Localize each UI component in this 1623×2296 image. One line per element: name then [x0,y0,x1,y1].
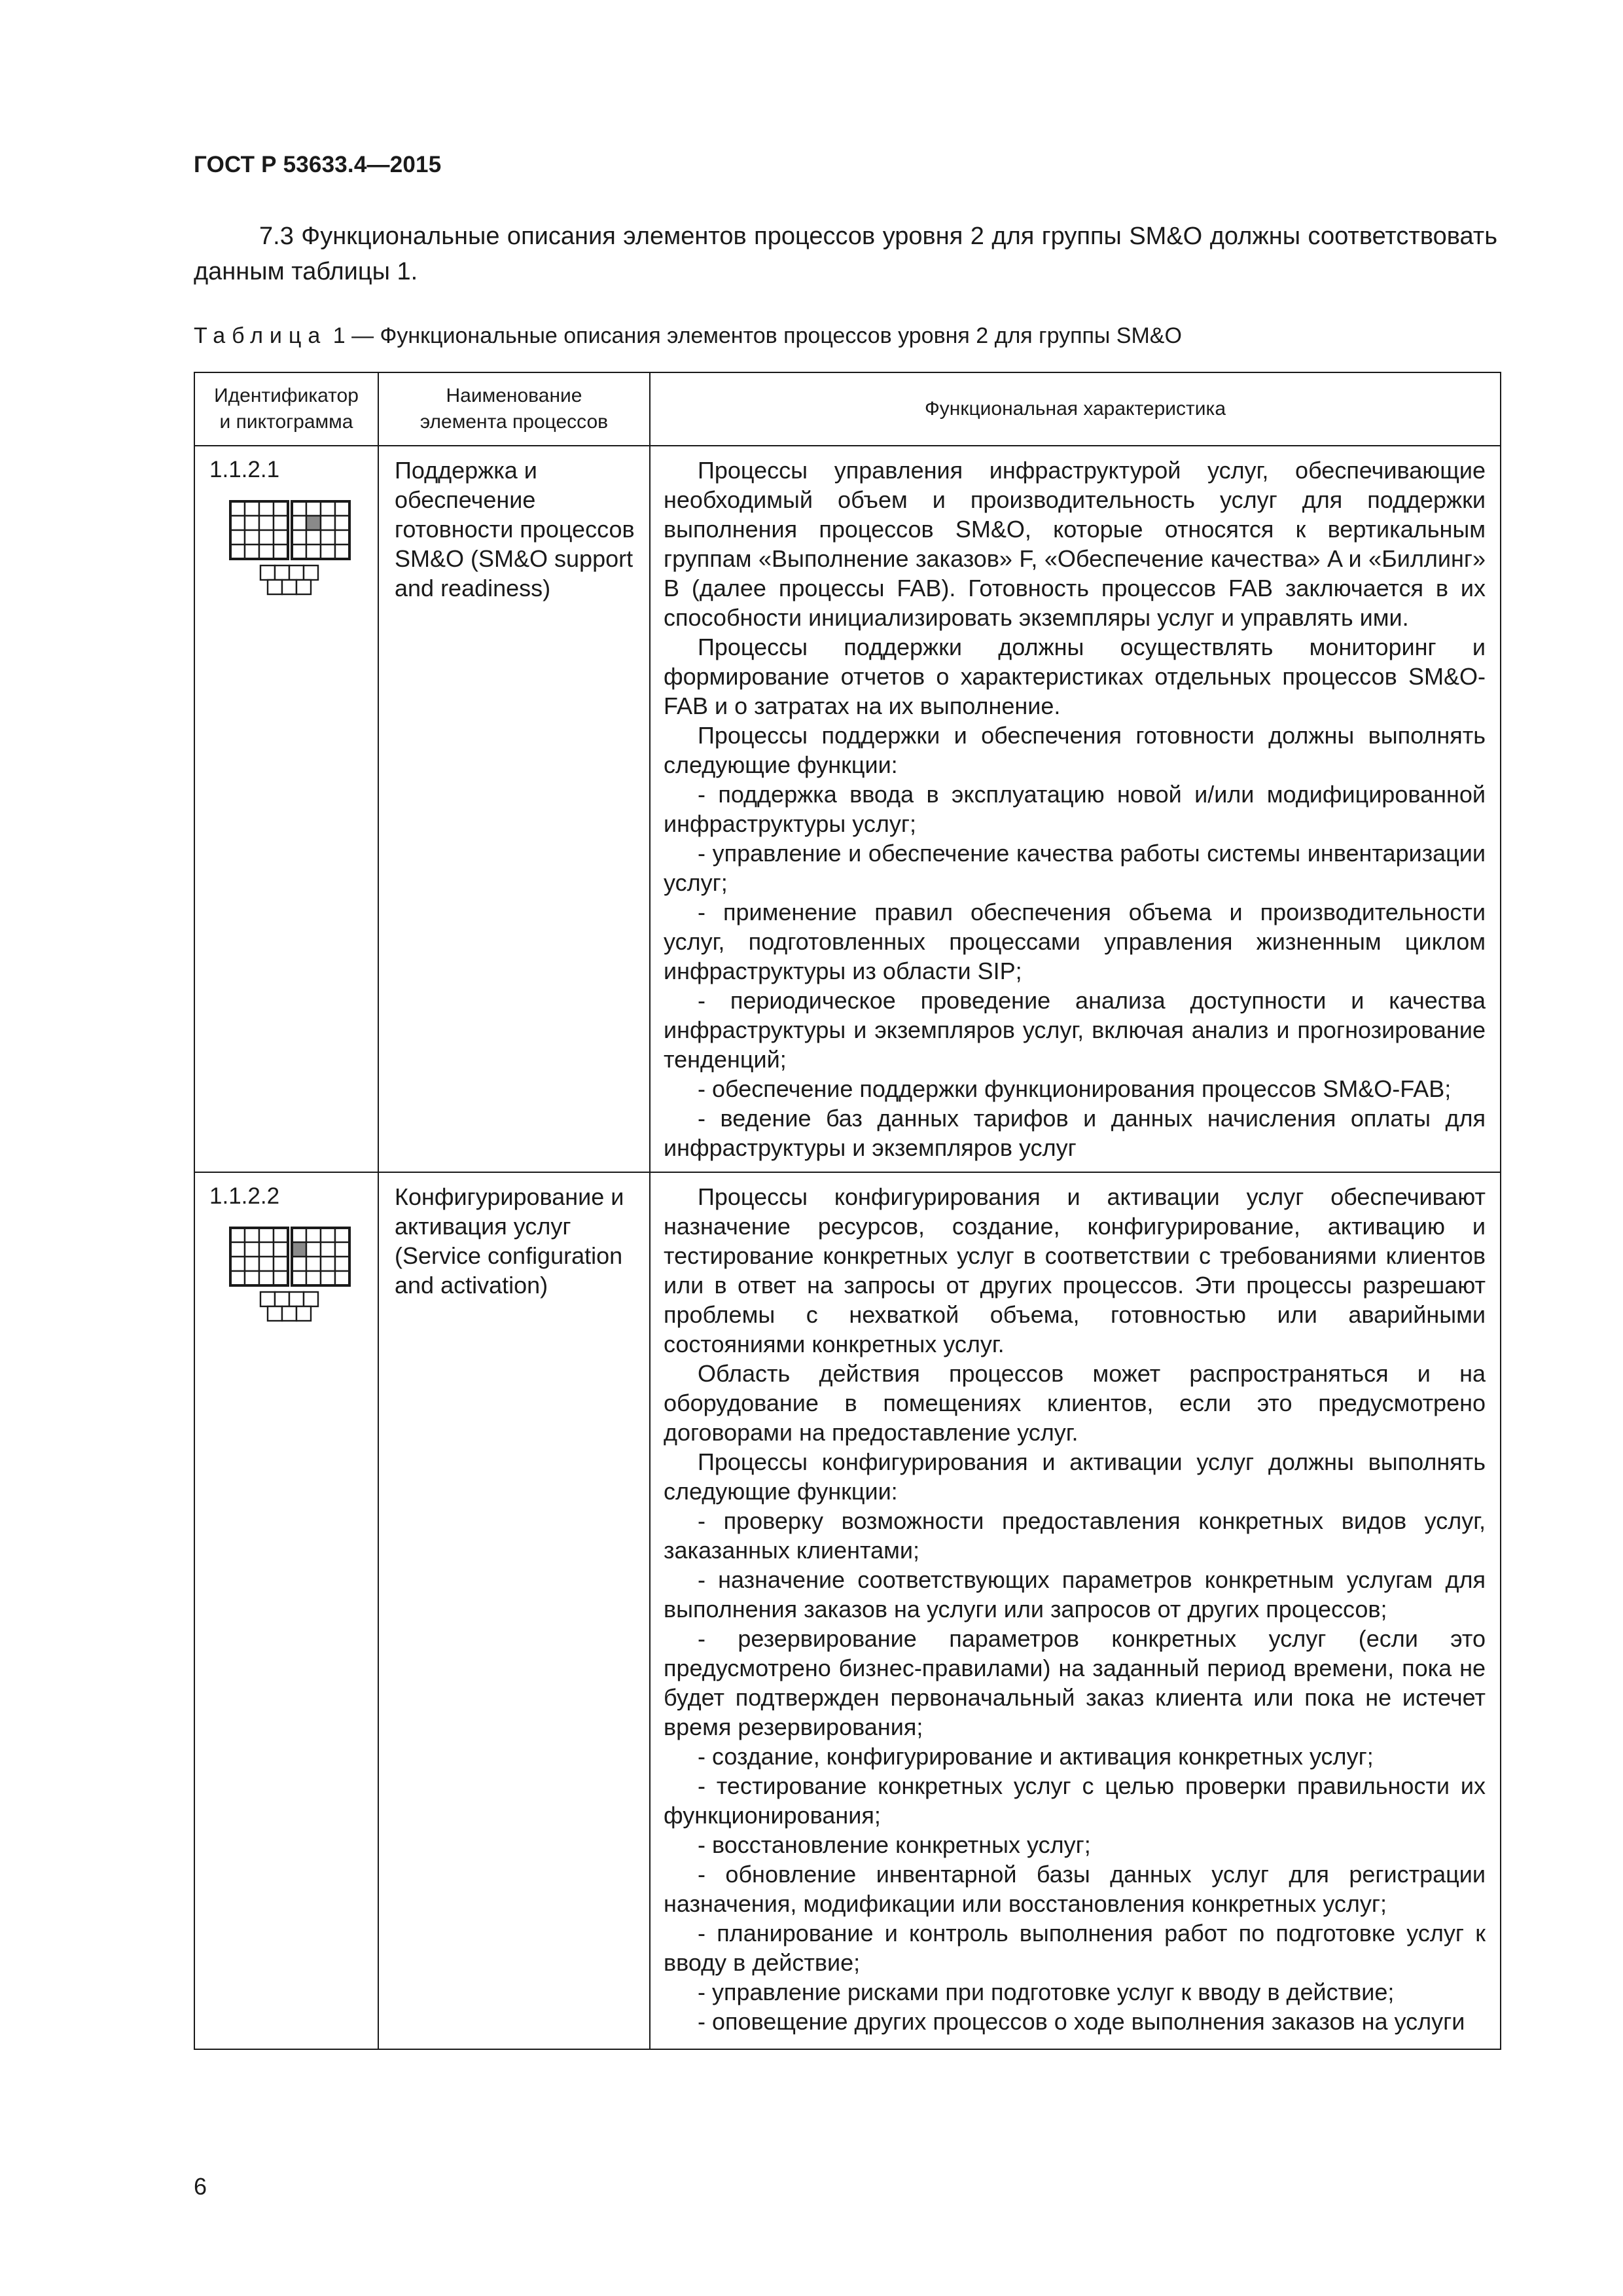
header-description: Функциональная характеристика [650,372,1501,446]
grid-cell [292,516,306,530]
grid-cell [268,1306,282,1321]
grid-cell [245,545,259,559]
grid-cell [230,545,245,559]
document-code: ГОСТ Р 53633.4—2015 [194,152,442,177]
row-description [650,446,1501,1172]
grid-cell [245,1242,259,1257]
row-id-cell [194,1172,378,2049]
header-name: Наименование элемента процессов [378,372,650,446]
grid-cell [259,530,274,545]
row-id: 1.1.2.1 [209,457,280,482]
grid-cell [259,1271,274,1285]
grid-cell [292,530,306,545]
grid-cell [289,565,304,580]
grid-cell [335,1257,349,1271]
description-bullet: - обновление инвентарной базы данных услуг для регистрации назначения, модификации или восстановления конкретных услуг; [664,1861,1486,1917]
table-caption [194,323,1503,349]
grid-cell [230,1257,245,1271]
grid-cell [275,1292,289,1306]
row-name: Конфигурирование и активация услуг (Service configuration and activation) [378,1172,650,2049]
grid-cell [260,565,275,580]
grid-cell [335,501,349,516]
table-row [194,446,1501,1172]
grid-cell [296,580,311,594]
grid-cell [230,530,245,545]
page-number: 6 [194,2173,207,2200]
description-bullet: - планирование и контроль выполнения работ по подготовке услуг к вводу в действие; [664,1920,1486,1976]
grid-cell [289,1292,304,1306]
description-paragraph: Процессы поддержки и обеспечения готовности должны выполнять следующие функции: [664,722,1486,778]
caption-text: 1 — Функциональные описания элементов процессов уровня 2 для группы SM&O [327,323,1182,348]
grid-cell [282,1306,296,1321]
description-bullet: - обеспечение поддержки функционирования процессов SM&O-FAB; [698,1075,1452,1102]
description-bullet: - оповещение других процессов о ходе выполнения заказов на услуги [698,2008,1465,2035]
description-paragraph: Область действия процессов может распространяться и на оборудование в помещениях клиентов, если это предусмотрено договорами на предоставление услуг. [664,1360,1486,1446]
description-paragraph: Процессы поддержки должны осуществлять мониторинг и формирование отчетов о характеристиках отдельных процессов SM&O-FAB и о затратах на их выполнение. [664,634,1486,719]
grid-cell [245,501,259,516]
grid-cell [275,565,289,580]
grid-cell [321,1271,335,1285]
grid-cell [292,501,306,516]
grid-cell [268,580,282,594]
table-header-row [194,372,1501,446]
grid-cell-highlighted [292,1242,306,1257]
row-id-cell [194,446,378,1172]
grid-cell [259,1228,274,1242]
row-description [650,1172,1501,2049]
grid-cell [335,1228,349,1242]
row-name: Поддержка и обеспечение готовности процессов SM&O (SM&O support and readiness) [378,446,650,1172]
grid-cell [321,1228,335,1242]
description-paragraph: Процессы конфигурирования и активации услуг обеспечивают назначение ресурсов, создание, конфигурирование, активацию и тестирование конкретных услуг в соответствии с требованиями клиентов или в ответ на запросы от других процессов. Эти процессы разрешают проблемы с нехваткой объема, готовностью или аварийными состояниями конкретных услуг. [664,1183,1486,1357]
process-table [194,372,1501,2050]
grid-cell [230,1228,245,1242]
grid-cell [274,545,288,559]
grid-cell [321,501,335,516]
grid-cell [245,1257,259,1271]
grid-cell [335,516,349,530]
grid-cell [259,1242,274,1257]
description-bullet: - тестирование конкретных услуг с целью проверки правильности их функционирования; [664,1772,1486,1829]
grid-cell [245,1271,259,1285]
grid-cell [274,516,288,530]
process-grid-pictogram-icon [229,1227,366,1351]
grid-cell [304,565,318,580]
grid-cell [306,530,321,545]
description-bullet: - управление рисками при подготовке услуг к вводу в действие; [698,1979,1395,2005]
grid-cell [306,1271,321,1285]
grid-cell [335,1271,349,1285]
grid-cell [245,1228,259,1242]
description-bullet: - назначение соответствующих параметров конкретным услугам для выполнения заказов на услуги или запросов от других процессов; [664,1566,1486,1623]
description-bullet: - периодическое проведение анализа доступности и качества инфраструктуры и экземпляров услуг, включая анализ и прогнозирование тенденций; [664,987,1486,1073]
grid-cell-highlighted [306,516,321,530]
grid-cell [274,1257,288,1271]
grid-cell [292,1228,306,1242]
grid-cell [306,501,321,516]
grid-cell [245,516,259,530]
description-bullet: - ведение баз данных тарифов и данных начисления оплаты для инфраструктуры и экземпляров услуг [664,1105,1486,1161]
description-bullet: - применение правил обеспечения объема и производительности услуг, подготовленных процессами управления жизненным циклом инфраструктуры из области SIP; [664,899,1486,984]
grid-cell [306,545,321,559]
grid-cell [335,1242,349,1257]
grid-cell [274,530,288,545]
grid-cell [230,516,245,530]
header-id: Идентификатор и пиктограмма [194,372,378,446]
grid-cell [304,1292,318,1306]
grid-cell [292,1257,306,1271]
description-paragraph: Процессы управления инфраструктурой услуг, обеспечивающие необходимый объем и производительность услуг для поддержки выполнения процессов SM&O, которые относятся к вертикальным группам «Выполнение заказов» F, «Обеспечение качества» A и «Биллинг» B (далее процессы FAB). Готовность процессов FAB заключается в их способности инициализировать экземпляры услуг и управлять ими. [664,457,1486,631]
grid-cell [321,1257,335,1271]
row-id: 1.1.2.2 [209,1183,280,1209]
process-grid-pictogram-icon [229,500,366,624]
grid-cell [259,1257,274,1271]
description-bullet: - проверку возможности предоставления конкретных видов услуг, заказанных клиентами; [664,1507,1486,1564]
grid-cell [296,1306,311,1321]
grid-cell [259,516,274,530]
description-bullet: - создание, конфигурирование и активация конкретных услуг; [698,1743,1374,1770]
grid-cell [274,1228,288,1242]
description-bullet: - поддержка ввода в эксплуатацию новой и/или модифицированной инфраструктуры услуг; [664,781,1486,837]
grid-cell [230,501,245,516]
grid-cell [230,1271,245,1285]
grid-cell [260,1292,275,1306]
grid-cell [230,1242,245,1257]
intro-paragraph: 7.3 Функциональные описания элементов процессов уровня 2 для группы SM&O должны соответствовать данным таблицы 1. [194,223,1497,285]
grid-cell [306,1242,321,1257]
description-paragraph: Процессы конфигурирования и активации услуг должны выполнять следующие функции: [664,1448,1486,1505]
table-row [194,1172,1501,2049]
grid-cell [259,501,274,516]
description-bullet: - управление и обеспечение качества работы системы инвентаризации услуг; [664,840,1486,896]
grid-cell [259,545,274,559]
grid-cell [274,1271,288,1285]
grid-cell [321,1242,335,1257]
grid-cell [335,545,349,559]
grid-cell [292,545,306,559]
grid-cell [321,545,335,559]
caption-label: Таблица [194,323,327,348]
grid-cell [282,580,296,594]
grid-cell [321,516,335,530]
description-bullet: - резервирование параметров конкретных услуг (если это предусмотрено бизнес-правилами) на заданный период времени, пока не будет подтвержден первоначальный заказ клиента или пока не истечет время резервирования; [664,1625,1486,1740]
grid-cell [274,1242,288,1257]
grid-cell [245,530,259,545]
grid-cell [321,530,335,545]
description-bullet: - восстановление конкретных услуг; [698,1831,1091,1858]
grid-cell [306,1257,321,1271]
grid-cell [335,530,349,545]
grid-cell [274,501,288,516]
grid-cell [292,1271,306,1285]
grid-cell [306,1228,321,1242]
